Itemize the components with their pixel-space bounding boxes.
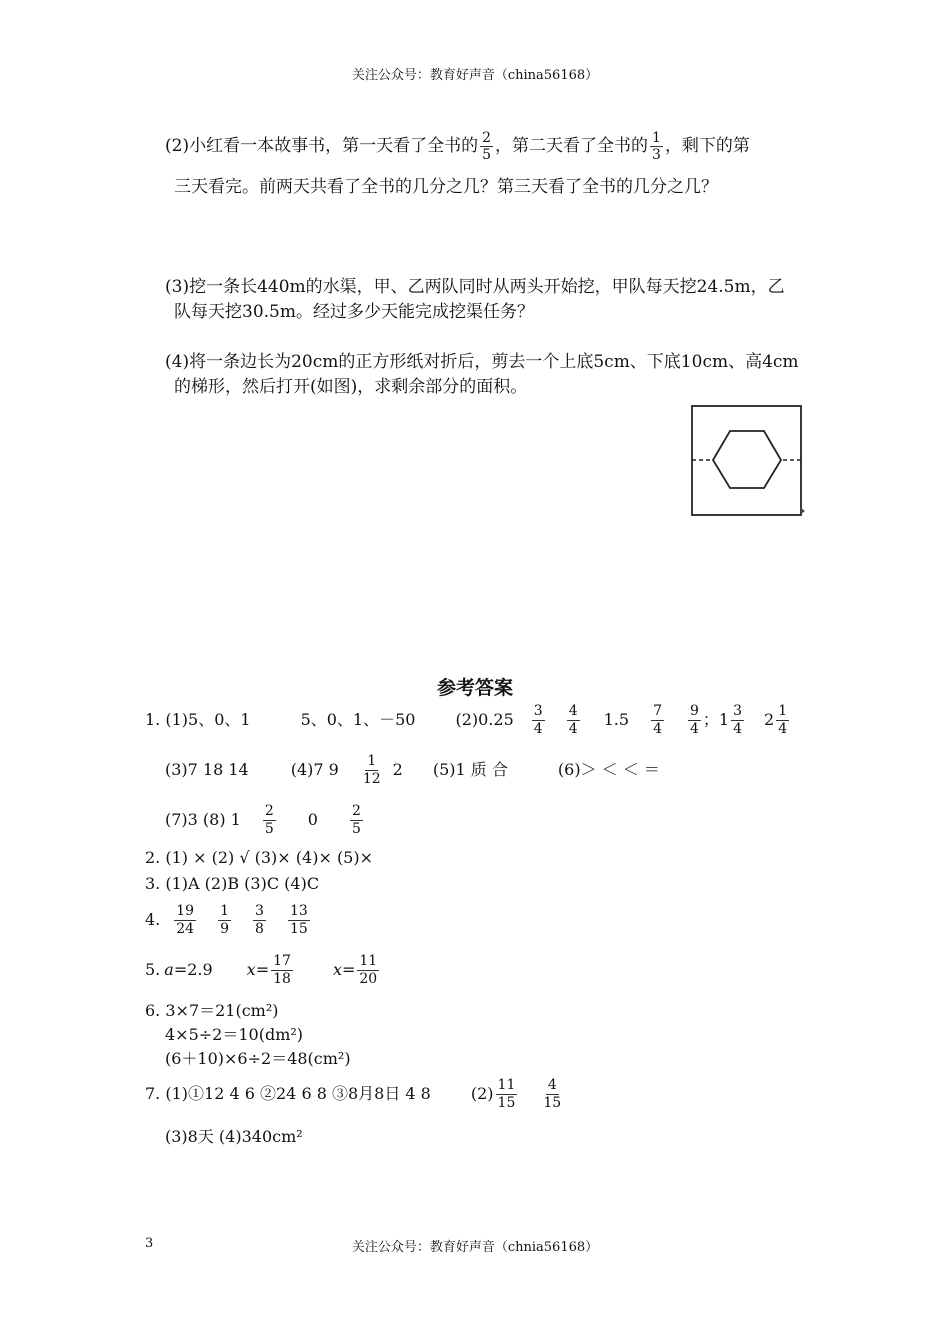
a1-r1-frac-3: $\frac{7}{4}$ [653,703,662,737]
a1-r2-frac-1: $\frac{1}{12}$ [362,753,381,787]
a7-text-2: (2) [470,1084,494,1103]
a5-value-a: =2.9 [173,960,213,979]
a7-text-1: 7. (1)①12 4 6 ②24 6 8 ③8月8日 4 8 [145,1084,431,1103]
a1-r1-t5: ；1 [702,710,730,729]
a1-r3-frac-1: $\frac{2}{5}$ [264,803,274,837]
question-4-line-1: (4)将一条边长为20cm的正方形纸对折后，剪去一个上底5cm、下底10cm、高4cm [165,352,799,372]
answer-1-row-1 [145,700,791,740]
a4-frac-3: $\frac{3}{8}$ [255,903,264,937]
answer-3: 3. (1)A (2)B (3)C (4)C [145,874,320,893]
question-2-line-2: 三天看完。前两天共看了全书的几分之几？第三天看了全书的几分之几？ [174,177,718,197]
a7-frac-1: $\frac{11}{15}$ [497,1077,516,1111]
q2-text-3: ，剩下的第 [664,136,750,156]
answers-title: 参考答案 [436,677,513,699]
a5-eq-2: = [341,960,356,979]
a1-r1-frac-4: $\frac{9}{4}$ [689,703,699,737]
answer-1-row-3 [165,800,365,840]
answer-6-line-2: 4×5÷2＝10(dm²) [165,1025,304,1044]
a1-r1-t2: 5、0、1、－50 [300,710,416,729]
answer-4 [145,900,312,940]
a4-label: 4. [145,910,161,929]
answer-6-line-3: (6＋10)×6÷2＝48(cm²) [165,1049,351,1068]
a1-r2-t4: (5)1 质 合 [432,760,508,779]
a5-frac-2: $\frac{11}{20}$ [359,953,378,987]
q2-fraction-1: $\frac{2}{5}$ [482,130,492,163]
square-hexagon-figure [688,402,808,520]
answer-1-row-2 [165,750,660,790]
answer-7-line-2: (3)8天 (4)340cm² [165,1127,303,1146]
a7-frac-2: $\frac{4}{15}$ [543,1077,562,1111]
a5-frac-1: $\frac{17}{18}$ [273,953,291,987]
page-header: 关注公众号：教育好声音（china56168） [351,68,599,83]
question-3-line-2: 队每天挖30.5m。经过多少天能完成挖渠任务？ [174,302,534,322]
page-footer: 关注公众号：教育好声音（chnia56168） [351,1240,599,1255]
answer-2: 2. (1) × (2) √ (3)× (4)× (5)× [145,848,374,867]
a1-r1-frac-2: $\frac{4}{4}$ [568,703,578,737]
question-2-line-1 [165,130,750,163]
a5-var-a: a [164,960,174,979]
a5-eq-1: = [255,960,270,979]
question-4-line-2: 的梯形，然后打开(如图)，求剩余部分的面积。 [174,377,528,397]
a4-frac-2: $\frac{1}{9}$ [220,903,230,937]
answer-6-line-1: 6. 3×7＝21(cm²) [145,1001,279,1020]
a1-r2-t1: (3)7 18 14 [165,760,249,779]
a1-r3-frac-2: $\frac{2}{5}$ [351,803,361,837]
a1-r1-t3: (2)0.25 [455,710,514,729]
a4-frac-1: $\frac{19}{24}$ [176,903,195,937]
a1-r1-frac-5: $\frac{3}{4}$ [733,703,743,737]
a1-r3-t2: 0 [307,810,318,829]
a5-label: 5. [145,960,161,979]
q2-text-2: ，第二天看了全书的 [495,136,649,156]
answer-7-line-1 [145,1074,565,1114]
a1-r1-t1: 1. (1)5、0、1 [145,710,251,729]
a1-r1-frac-1: $\frac{3}{4}$ [533,703,543,737]
a1-r1-t6: 2 [764,710,775,729]
a1-r2-t3: 2 [392,760,403,779]
answer-5 [145,950,381,990]
a1-r3-t1: (7)3 (8) 1 [165,810,241,829]
a1-r1-frac-6: $\frac{1}{4}$ [778,703,788,737]
hexagon-cutout [713,431,781,488]
a1-r2-t5: (6)＞ ＜ ＜ ＝ [557,760,660,779]
a1-r2-t2: (4)7 9 [290,760,339,779]
a1-r1-t4: 1.5 [603,710,630,729]
q2-fraction-2: $\frac{1}{3}$ [652,130,661,163]
a4-frac-4: $\frac{13}{15}$ [289,903,308,937]
a5-var-x1: x [246,960,256,979]
a5-var-x2: x [332,960,342,979]
q2-text-1: (2)小红看一本故事书，第一天看了全书的 [165,136,479,156]
question-3-line-1: (3)挖一条长440m的水渠，甲、乙两队同时从两头开始挖，甲队每天挖24.5m，乙 [165,277,785,297]
corner-mark [801,508,805,514]
page-number: 3 [145,1236,154,1251]
